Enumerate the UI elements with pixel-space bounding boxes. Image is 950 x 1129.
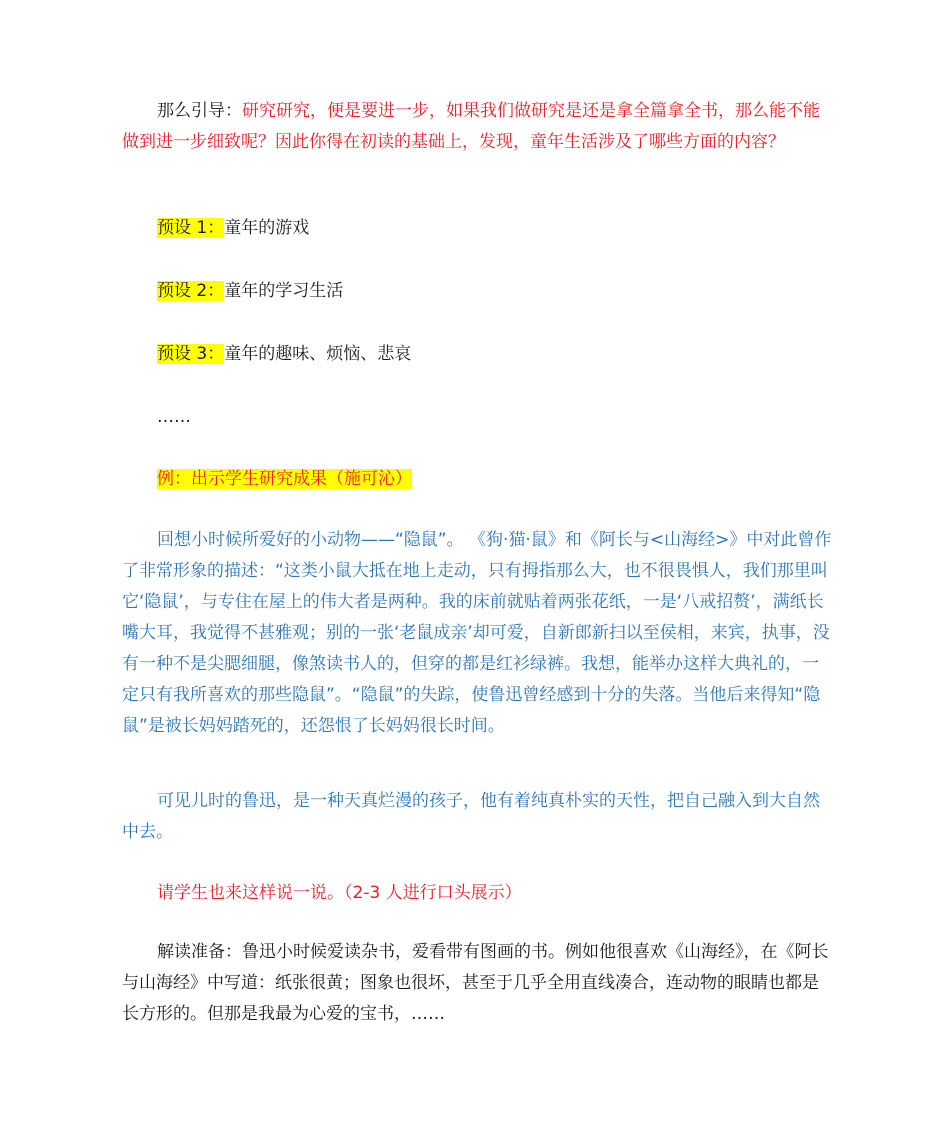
preset-text: 童年的学习生活 — [224, 281, 344, 301]
preset-item-2 — [122, 276, 834, 307]
guidance-body: 研究研究，便是要进一步，如果我们做研究是还是拿全篇拿全书，那么能不能做到进一步细致呢？因此你得在初读的基础上，发现，童年生活涉及了哪些方面的内容？ — [122, 101, 820, 152]
guidance-paragraph — [122, 96, 834, 158]
example-prefix: 例： — [157, 469, 191, 489]
preset-item-1 — [122, 213, 834, 244]
ellipsis-text: …… — [157, 407, 191, 427]
ellipsis-line — [122, 402, 834, 433]
example-heading — [122, 464, 834, 495]
preset-text: 童年的趣味、烦恼、悲哀 — [224, 344, 412, 364]
preset-item-3 — [122, 339, 834, 370]
conclusion-paragraph: 可见儿时的鲁迅，是一种天真烂漫的孩子，他有着纯真朴实的天性，把自己融入到大自然中去。 — [122, 791, 820, 842]
guidance-lead: 那么引导： — [157, 101, 242, 121]
prompt-line: 请学生也来这样说一说。（2-3 人进行口头展示） — [157, 883, 522, 903]
preset-label: 预设 3： — [157, 344, 225, 364]
preset-label: 预设 1： — [157, 218, 225, 238]
preparation-paragraph: 解读准备：鲁迅小时候爱读杂书，爱看带有图画的书。例如他很喜欢《山海经》，在《阿长与山海经》中写道：纸张很黄；图象也很坏，甚至于几乎全用直线凑合，连动物的眼睛也都是长方形的。但那是我最为心爱的宝书，…… — [122, 942, 829, 1024]
preset-label: 预设 2： — [157, 281, 225, 301]
preset-text: 童年的游戏 — [224, 218, 310, 238]
student-research-paragraph: 回想小时候所爱好的小动物——“隐鼠”。 《狗·猫·鼠》和《阿长与<山海经>》中对此曾作了非常形象的描述：“这类小鼠大抵在地上走动，只有拇指那么大，也不很畏惧人，我们那里叫它‘隐鼠’，与专住在屋上的伟大者是两种。我的床前就贴着两张花纸，一是‘八戒招赘’，满纸长嘴大耳，我觉得不甚雅观；别的一张‘老鼠成亲’却可爱，自新郎新扫以至侯相，来宾，执事，没有一种不是尖腮细腿，像煞读书人的，但穿的都是红衫绿裤。我想，能举办这样大典礼的，一定只有我所喜欢的那些隐鼠”。“隐鼠”的失踪，使鲁迅曾经感到十分的失落。当他后来得知“隐鼠”是被长妈妈踏死的，还怨恨了长妈妈很长时间。 — [122, 530, 832, 736]
example-text: 出示学生研究成果（施可沁） — [191, 469, 412, 489]
